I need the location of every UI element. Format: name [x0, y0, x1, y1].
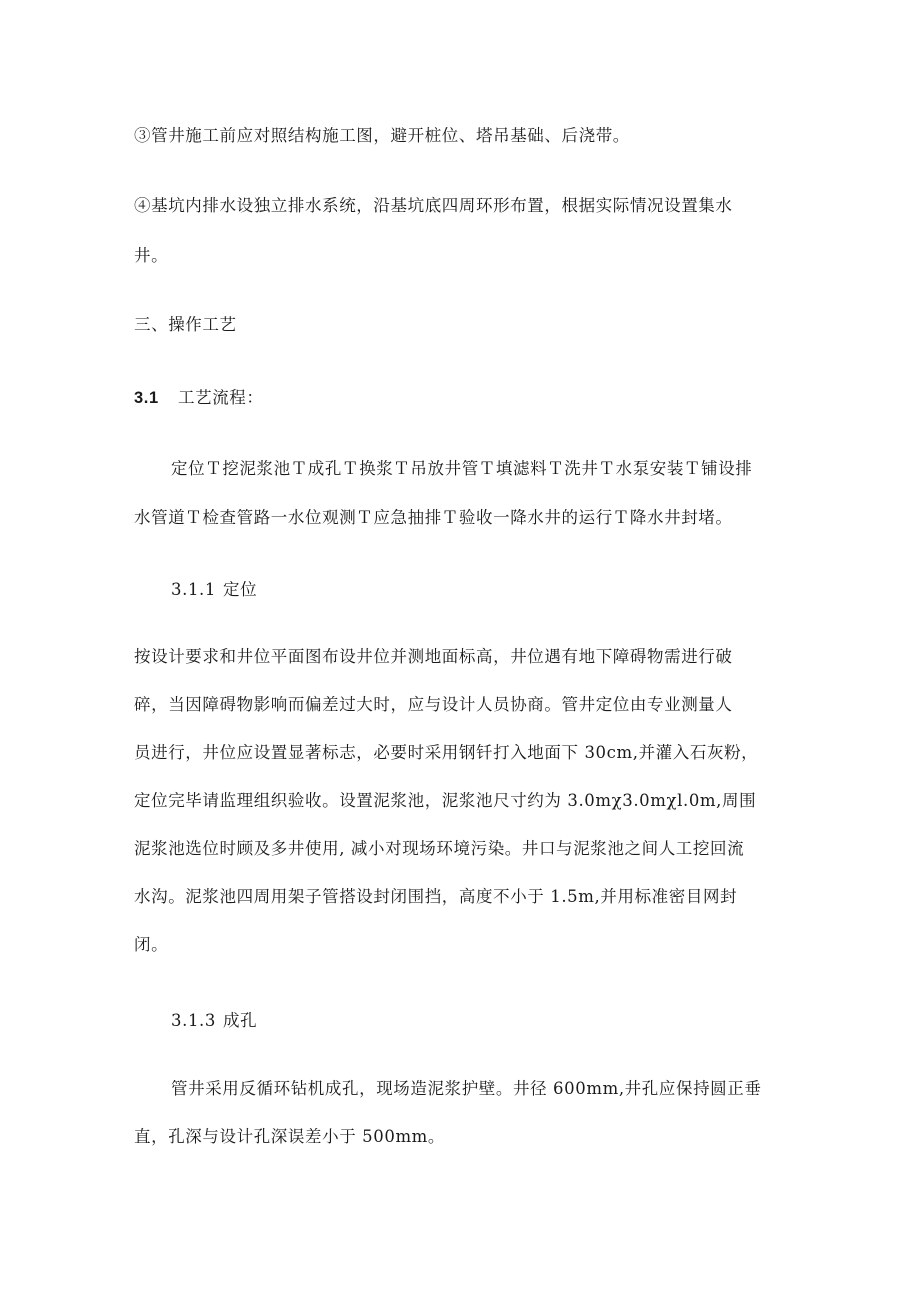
flow-paragraph-line-2: 水管道Ｔ检查管路一水位观测Ｔ应急抽排Ｔ验收一降水井的运行Ｔ降水井封堵。 [134, 508, 733, 527]
hole-paragraph-line-2: 直，孔深与设计孔深误差小于 500mm。 [134, 1127, 446, 1146]
positioning-paragraph-line-6: 水沟。泥浆池四周用架子管搭设封闭围挡，高度不小于 1.5m,并用标准密目网封 [134, 887, 738, 906]
section-heading-3: 三、操作工艺 [134, 315, 237, 334]
positioning-paragraph-line-5: 泥浆池选位时顾及多井使用, 减小对现场环境污染。井口与泥浆池之间人工挖回流 [134, 839, 745, 858]
positioning-paragraph-line-1: 按设计要求和井位平面图布设井位并测地面标高，井位遇有地下障碍物需进行破 [134, 647, 733, 666]
hole-paragraph-line-1: 管井采用反循环钻机成孔，现场造泥浆护壁。井径 600mm,井孔应保持圆正垂 [171, 1079, 762, 1098]
subsection-title-3-1-3: 成孔 [223, 1011, 258, 1030]
positioning-paragraph-line-2: 碎，当因障碍物影响而偏差过大时，应与设计人员协商。管井定位由专业测量人 [134, 695, 733, 714]
paragraph-item-4-line-1: ④基坑内排水设独立排水系统，沿基坑底四周环形布置，根据实际情况设置集水 [134, 196, 733, 215]
subsection-number-3-1: 3.1 [134, 389, 159, 407]
flow-paragraph-line-1: 定位Ｔ挖泥浆池Ｔ成孔Ｔ换浆Ｔ吊放井管Ｔ填滤料Ｔ洗井Ｔ水泵安装Ｔ铺设排 [171, 459, 753, 478]
subsection-title-3-1: 工艺流程： [178, 388, 264, 407]
subsection-number-3-1-3: 3.1.3 [171, 1011, 216, 1030]
paragraph-item-4-line-2: 井。 [134, 246, 169, 265]
subsection-title-3-1-1: 定位 [223, 580, 258, 599]
positioning-paragraph-line-7: 闭。 [134, 935, 169, 954]
positioning-paragraph-line-4: 定位完毕请监理组织验收。设置泥浆池，泥浆池尺寸约为 3.0mχ3.0mχl.0m,周围 [134, 791, 757, 810]
paragraph-item-3: ③管井施工前应对照结构施工图，避开桩位、塔吊基础、后浇带。 [134, 126, 630, 145]
subsection-number-3-1-1: 3.1.1 [171, 580, 216, 599]
positioning-paragraph-line-3: 员进行，井位应设置显著标志，必要时采用钢钎打入地面下 30cm,并灌入石灰粉， [134, 743, 759, 762]
